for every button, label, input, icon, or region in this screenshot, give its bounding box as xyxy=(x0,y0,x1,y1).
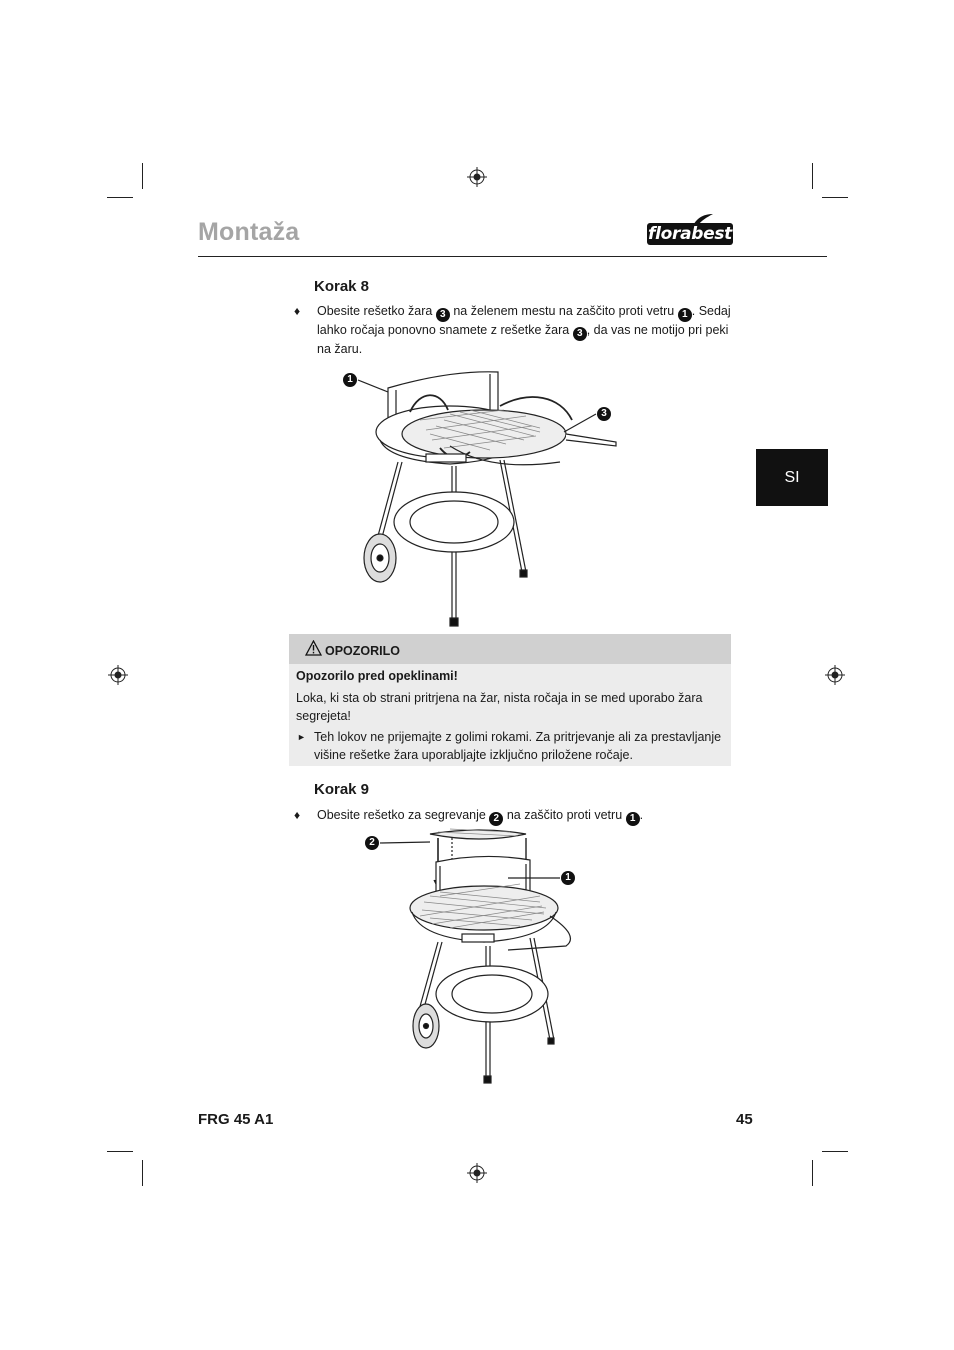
warning-box xyxy=(289,634,731,766)
crop-mark xyxy=(822,1151,848,1152)
step-9-instruction xyxy=(317,807,731,826)
crop-mark xyxy=(142,1160,143,1186)
warning-text: Loka, ki sta ob strani pritrjena na žar, nista ročaja in se med uporabo žara segrejeta! xyxy=(296,691,703,723)
brand-name: florabest xyxy=(647,224,732,244)
step-9-text: . xyxy=(639,808,644,822)
header-divider xyxy=(198,256,827,257)
crop-mark xyxy=(107,1151,133,1152)
step-8-text: Obesite rešetko žara xyxy=(317,304,433,318)
step-8-text: na želenem mestu na zaščito proti vetru xyxy=(453,304,675,318)
brand-logo xyxy=(647,213,733,247)
figure-callout: 2 xyxy=(365,836,379,850)
page-number: 45 xyxy=(736,1111,753,1128)
figure-callout: 3 xyxy=(597,407,611,421)
callout-badge: 2 xyxy=(489,812,503,826)
step-9-text: na zaščito proti vetru xyxy=(506,808,623,822)
callout-badge: 1 xyxy=(626,812,640,826)
crop-mark xyxy=(812,1160,813,1186)
callout-badge: 1 xyxy=(678,308,692,322)
warning-subtitle: Opozorilo pred opeklinami! xyxy=(296,669,458,683)
crop-mark xyxy=(142,163,143,189)
step-9-heading: Korak 9 xyxy=(314,781,370,798)
warning-header xyxy=(289,634,731,664)
language-tab: SI xyxy=(756,449,828,506)
warning-title: OPOZORILO xyxy=(325,644,400,658)
step-8-text: , da vas ne motijo pri peki na žaru. xyxy=(317,323,729,356)
crop-mark xyxy=(107,197,133,198)
registration-mark-icon xyxy=(108,665,128,685)
warning-triangle-icon xyxy=(305,640,322,656)
step-8-heading: Korak 8 xyxy=(314,278,370,295)
figure-callout: 1 xyxy=(343,373,357,387)
step-9-text: Obesite rešetko za segrevanje xyxy=(317,808,486,822)
figure-callout: 1 xyxy=(561,871,575,885)
registration-mark-icon xyxy=(825,665,845,685)
registration-mark-icon xyxy=(467,167,487,187)
warning-instruction: Teh lokov ne prijemajte z golimi rokami. Za pritrjevanje ali za prestavljanje višine rešetke žara uporabljajte izključno priložene ročaje. xyxy=(314,730,722,762)
diamond-bullet-icon: ♦ xyxy=(294,808,301,822)
step-8-instruction xyxy=(317,303,731,359)
step-9-illustration xyxy=(360,826,590,1088)
step-8-text: . Sedaj lahko ročaja ponovno snamete z rešetke žara xyxy=(317,304,731,337)
callout-badge: 3 xyxy=(436,308,450,322)
triangle-arrow-icon: ► xyxy=(297,732,306,742)
footer-model: FRG 45 A1 xyxy=(198,1111,274,1128)
diamond-bullet-icon: ♦ xyxy=(294,304,301,318)
step-8-illustration xyxy=(340,360,630,630)
crop-mark xyxy=(812,163,813,189)
crop-mark xyxy=(822,197,848,198)
callout-badge: 3 xyxy=(573,327,587,341)
registration-mark-icon xyxy=(467,1163,487,1183)
page-title: Montaža xyxy=(198,218,300,246)
